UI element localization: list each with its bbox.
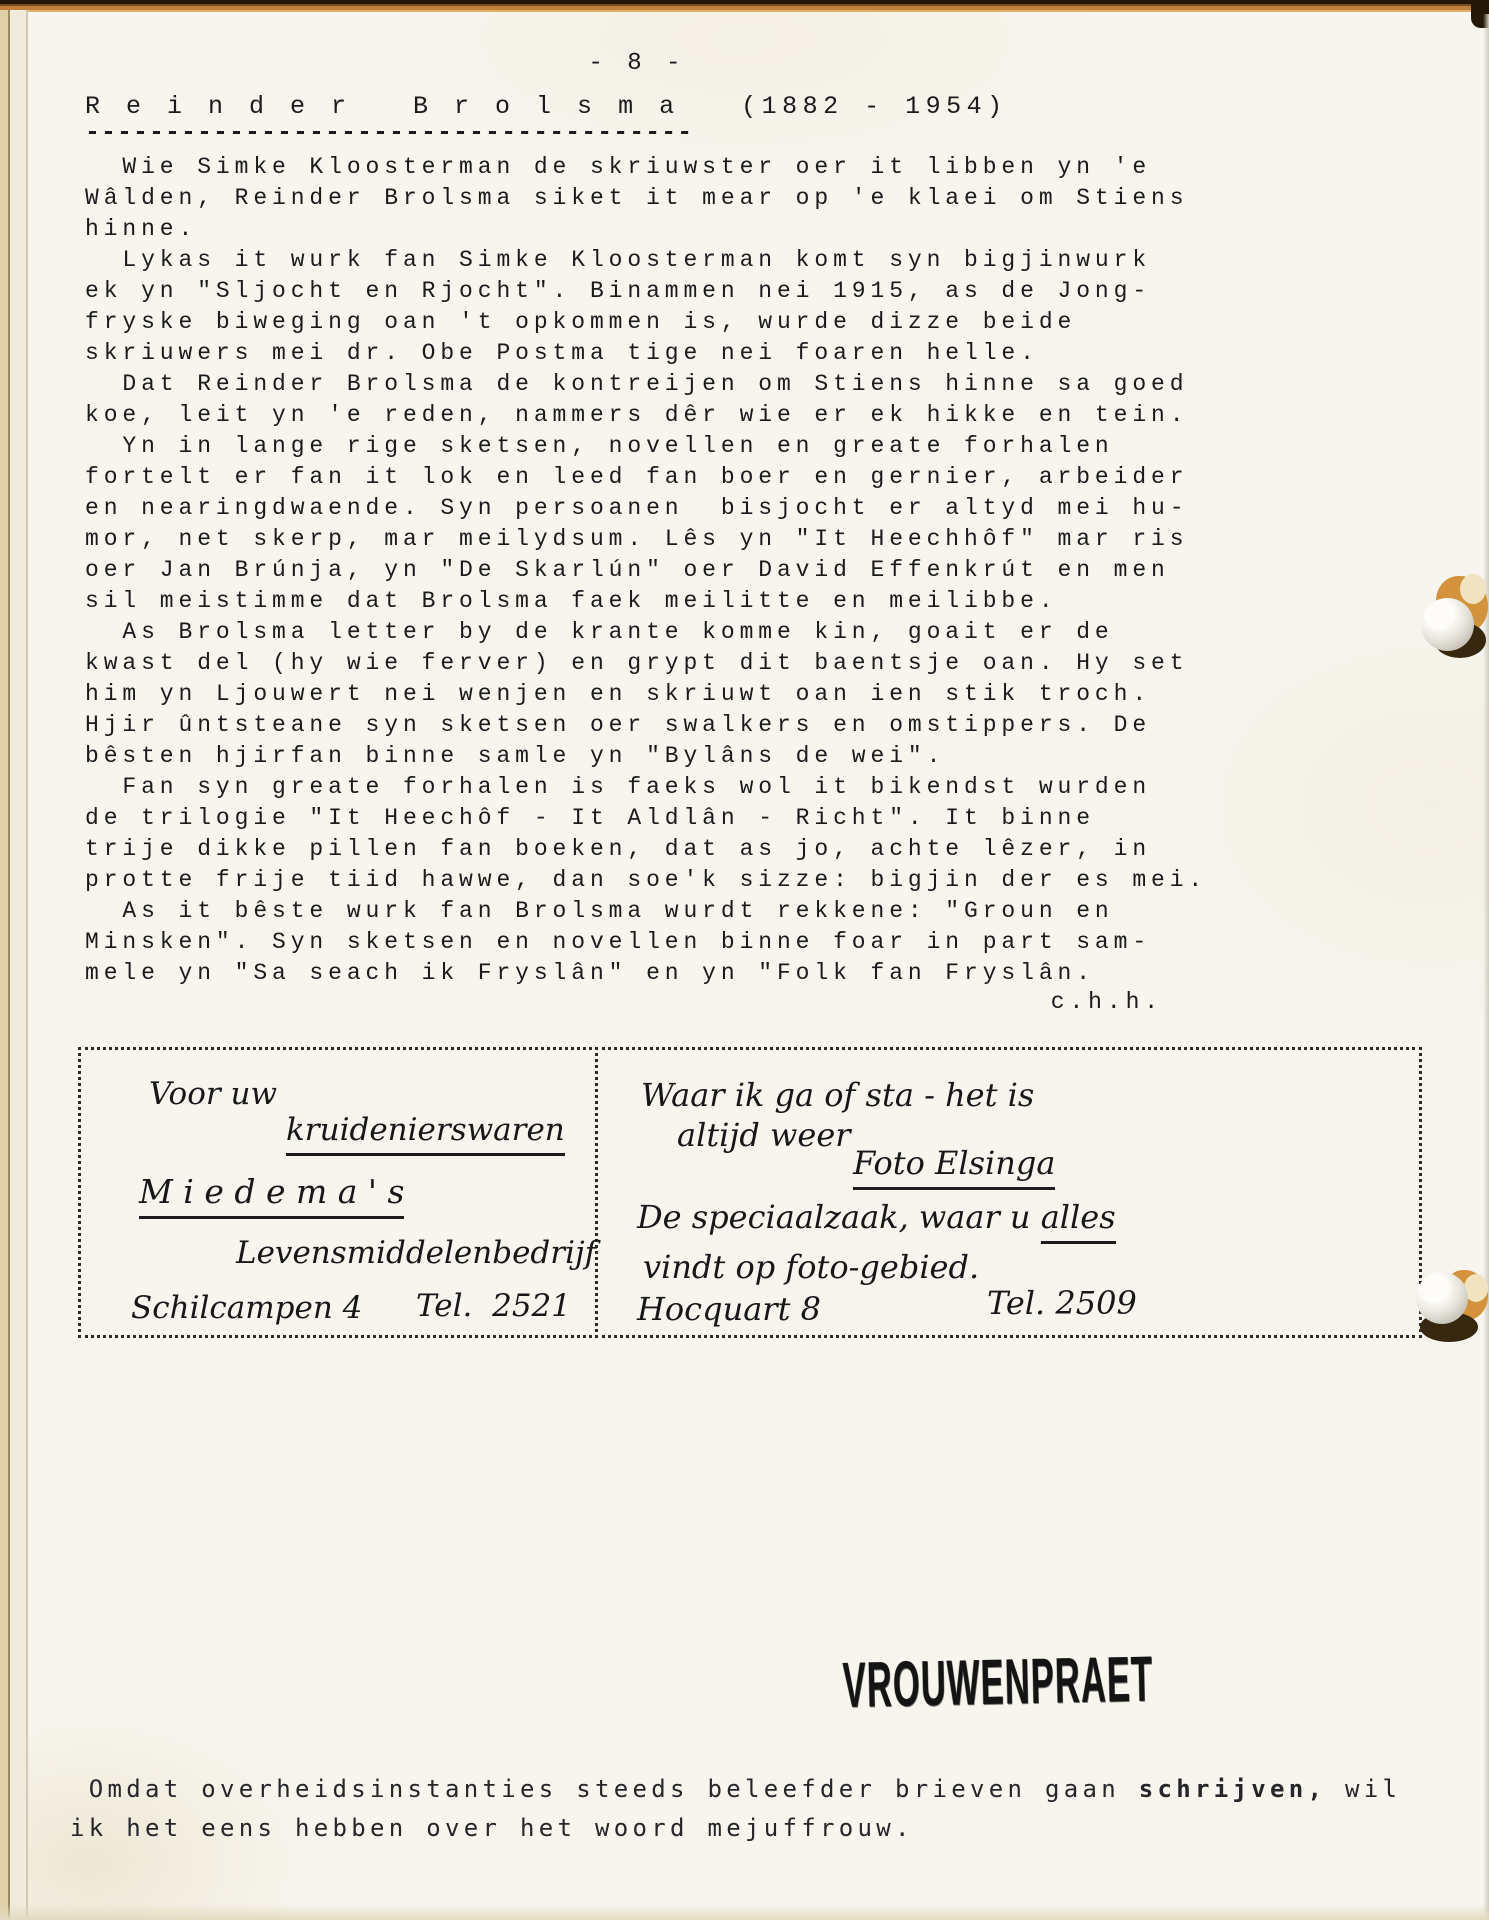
body-line: mor, net skerp, mar meilydsum. Lês yn "It Heechhôf" mar ris [85,526,1189,552]
footer-text: Omdat overheidsinstanties steeds beleefder brieven gaan [70,1775,1139,1803]
body-line: As it bêste wurk fan Brolsma wurdt rekkene: "Groun en [85,898,1114,924]
ad-box-foto-elsinga [595,1047,1422,1338]
ad-line: altijd weer [677,1116,851,1154]
ad-box-miedema [78,1047,598,1338]
page-right-edge-shadow [1483,14,1489,1920]
fastener-highlight [1460,574,1486,604]
footer-text: wil [1326,1775,1402,1803]
article-title: R e i n d e r B r o l s m a (1882 - 1954) [85,92,1008,121]
body-line: hinne. [85,216,198,242]
body-line: fryske biweging oan 't opkommen is, wurde dizze beide [85,309,1077,335]
body-line: trije dikke pillen fan boeken, dat as jo, achte lêzer, in [85,836,1152,862]
body-line: mele yn "Sa seach ik Fryslân" en yn "Folk fan Fryslân. [85,960,1095,986]
ad-line: Waar ik ga of sta - het is [641,1076,1035,1114]
body-line: fortelt er fan it lok en leed fan boer en gernier, arbeider [85,464,1189,490]
body-line: sil meistimme dat Brolsma faek meilitte en meilibbe. [85,588,1058,614]
binder-fastener [1420,572,1489,676]
fastener-ball [1416,1272,1468,1324]
page-top-edge [0,0,1489,13]
body-line: As Brolsma letter by de krante komme kin, goait er de [85,619,1114,645]
ad-address: Hocquart 8 [637,1290,821,1328]
body-line: bêsten hjirfan binne samle yn "Bylâns de wei". [85,743,946,769]
body-line: Lykas it wurk fan Simke Kloosterman komt syn bigjinwurk [85,247,1152,273]
body-line: skriuwers mei dr. Obe Postma tige nei foaren helle. [85,340,1039,366]
body-line: en nearingdwaende. Syn persoanen bisjocht er altyd mei hu- [85,495,1189,521]
footer-line: ik het eens hebben over het woord mejuffrouw. [70,1814,914,1842]
article-signature: c.h.h. [1050,989,1163,1015]
page-number: - 8 - [588,50,686,77]
page-bottom-edge [0,1904,1489,1920]
ad-line-underlined-word: alles [1041,1198,1116,1244]
body-line: Wâlden, Reinder Brolsma siket it mear op 'e klaei om Stiens [85,185,1189,211]
ad-brand: Foto Elsinga [853,1144,1055,1190]
ad-line: vindt op foto-gebied. [643,1248,980,1286]
body-line: Minsken". Syn sketsen en novellen binne foar in part sam- [85,929,1152,955]
stamp-vrouwenpraet: VROUWENPRAET [842,1642,1155,1721]
ad-phone: Tel. 2509 [987,1284,1137,1322]
ad-line-text: De speciaalzaak, waar u [637,1198,1041,1236]
footer-line [70,1770,1401,1809]
article-body [85,152,1208,989]
ad-address: Schilcampen 4 [131,1290,363,1326]
ad-brand: M i e d e m a ' s [139,1172,404,1219]
body-line: koe, leit yn 'e reden, nammers dêr wie er ek hikke en tein. [85,402,1189,428]
ad-line: Voor uw [149,1076,278,1112]
title-underline: -------------------------------------- [85,118,694,147]
body-line: oer Jan Brúnja, yn "De Skarlún" oer David Effenkrút en men [85,557,1170,583]
body-line: protte frije tiid hawwe, dan soe'k sizze: bigjin der es mei. [85,867,1208,893]
body-line: de trilogie "It Heechôf - It Aldlân - Richt". It binne [85,805,1095,831]
ad-line [637,1198,1116,1236]
page-left-binding-edge [0,10,32,1920]
ad-line: Levensmiddelenbedrijf [236,1235,597,1271]
body-line: kwast del (hy wie ferver) en grypt dit baentsje oan. Hy set [85,650,1189,676]
fastener-ball [1421,598,1474,651]
body-line: Fan syn greate forhalen is faeks wol it bikendst wurden [85,774,1152,800]
footer-text-bold: schrijven, [1138,1775,1327,1803]
body-line: him yn Ljouwert nei wenjen en skriuwt oan ien stik troch. [85,681,1152,707]
binder-fastener [1414,1270,1489,1358]
body-line: Yn in lange rige sketsen, novellen en greate forhalen [85,433,1114,459]
body-line: Hjir ûntsteane syn sketsen oer swalkers en omstippers. De [85,712,1152,738]
body-line: ek yn "Sljocht en Rjocht". Binammen nei 1915, as de Jong- [85,278,1152,304]
ad-line-underlined: kruidenierswaren [286,1112,565,1156]
footer-paragraph [70,1770,1401,1848]
body-line: Dat Reinder Brolsma de kontreijen om Stiens hinne sa goed [85,371,1189,397]
body-line: Wie Simke Kloosterman de skriuwster oer it libben yn 'e [85,154,1152,180]
ad-phone: Tel. 2521 [416,1288,571,1324]
